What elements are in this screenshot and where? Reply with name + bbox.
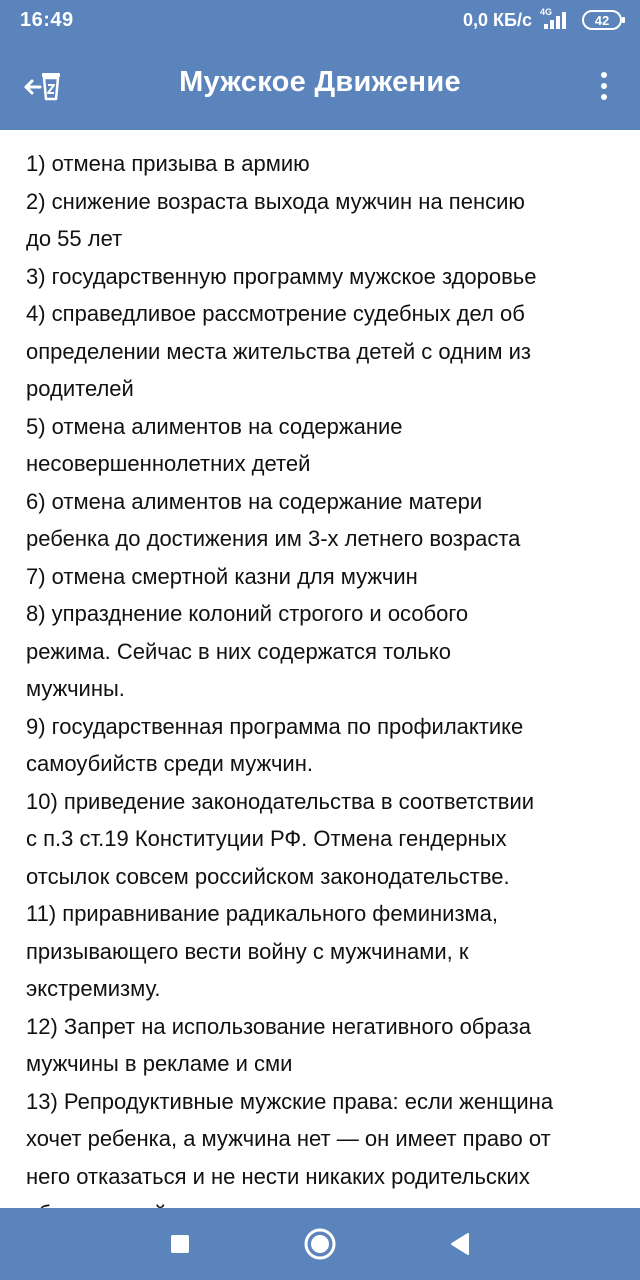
text-line: ребенка до достижения им 3-х летнего возраста [26, 526, 521, 551]
home-button[interactable] [300, 1224, 340, 1264]
app-bar [0, 40, 640, 130]
more-options-button[interactable] [586, 64, 622, 108]
system-navigation-bar [0, 1208, 640, 1280]
text-line: с п.3 ст.19 Конституции РФ. Отмена гендерных [26, 826, 507, 851]
text-line: 8) упразднение колоний строгого и особого [26, 601, 469, 626]
text-line: 3) государственную программу мужское здоровье [26, 263, 537, 289]
app-title: Мужское Движение [179, 66, 461, 98]
text-line: 7) отмена смертной казни для мужчин [26, 563, 418, 589]
text-line: хочет ребенка, а мужчина нет — он имеет право от [26, 1126, 551, 1151]
text-line: мужчины. [26, 676, 125, 701]
text-line: самоубийств среди мужчин. [26, 751, 313, 776]
text-line: родителей [26, 376, 134, 401]
text-line: 11) приравнивание радикального феминизма, [26, 901, 499, 926]
recents-button[interactable] [160, 1224, 200, 1264]
text-line: 5) отмена алиментов на содержание [26, 413, 403, 439]
network-speed: 0,0 КБ/с [463, 9, 532, 30]
text-line: режима. Сейчас в них содержатся только [26, 638, 452, 664]
triangle-back-icon [448, 1231, 472, 1257]
text-line: 10) приведение законодательства в соответствии [26, 788, 535, 814]
text-line: определении места жительства детей с одним из [26, 338, 531, 364]
status-time: 16:49 [20, 8, 74, 31]
network-type-label: 4G [540, 7, 553, 17]
text-line: несовершеннолетних детей [26, 451, 311, 476]
text-line: 6) отмена алиментов на содержание матери [26, 488, 483, 514]
text-line: экстремизму. [26, 976, 161, 1001]
text-line: отсылок совсем российском законодательстве. [26, 863, 510, 889]
text-line: призывающего вести войну с мужчинами, к [26, 938, 469, 964]
status-bar [0, 0, 640, 40]
circle-icon [303, 1227, 337, 1261]
status-indicators [463, 9, 622, 31]
text-line: 1) отмена призыва в армию [26, 151, 310, 176]
battery-icon [582, 10, 622, 30]
battery-level: 42 [594, 12, 610, 28]
text-line: 12) Запрет на использование негативного образа [26, 1013, 531, 1039]
post-content [0, 130, 640, 1208]
back-button[interactable] [440, 1224, 480, 1264]
square-icon [169, 1233, 191, 1255]
text-line: мужчины в рекламе и сми [26, 1051, 293, 1076]
text-line: до 55 лет [26, 226, 123, 251]
text-line: него отказаться и не нести никаких родительских [26, 1163, 530, 1189]
text-line: 9) государственная программа по профилактике [26, 713, 524, 739]
text-line: 4) справедливое рассмотрение судебных дел об [26, 301, 525, 326]
text-line: 2) снижение возраста выхода мужчин на пенсию [26, 188, 525, 214]
signal-4g-icon [540, 9, 574, 31]
more-vert-icon [601, 72, 607, 78]
text-line: 13) Репродуктивные мужские права: если женщина [26, 1088, 554, 1114]
